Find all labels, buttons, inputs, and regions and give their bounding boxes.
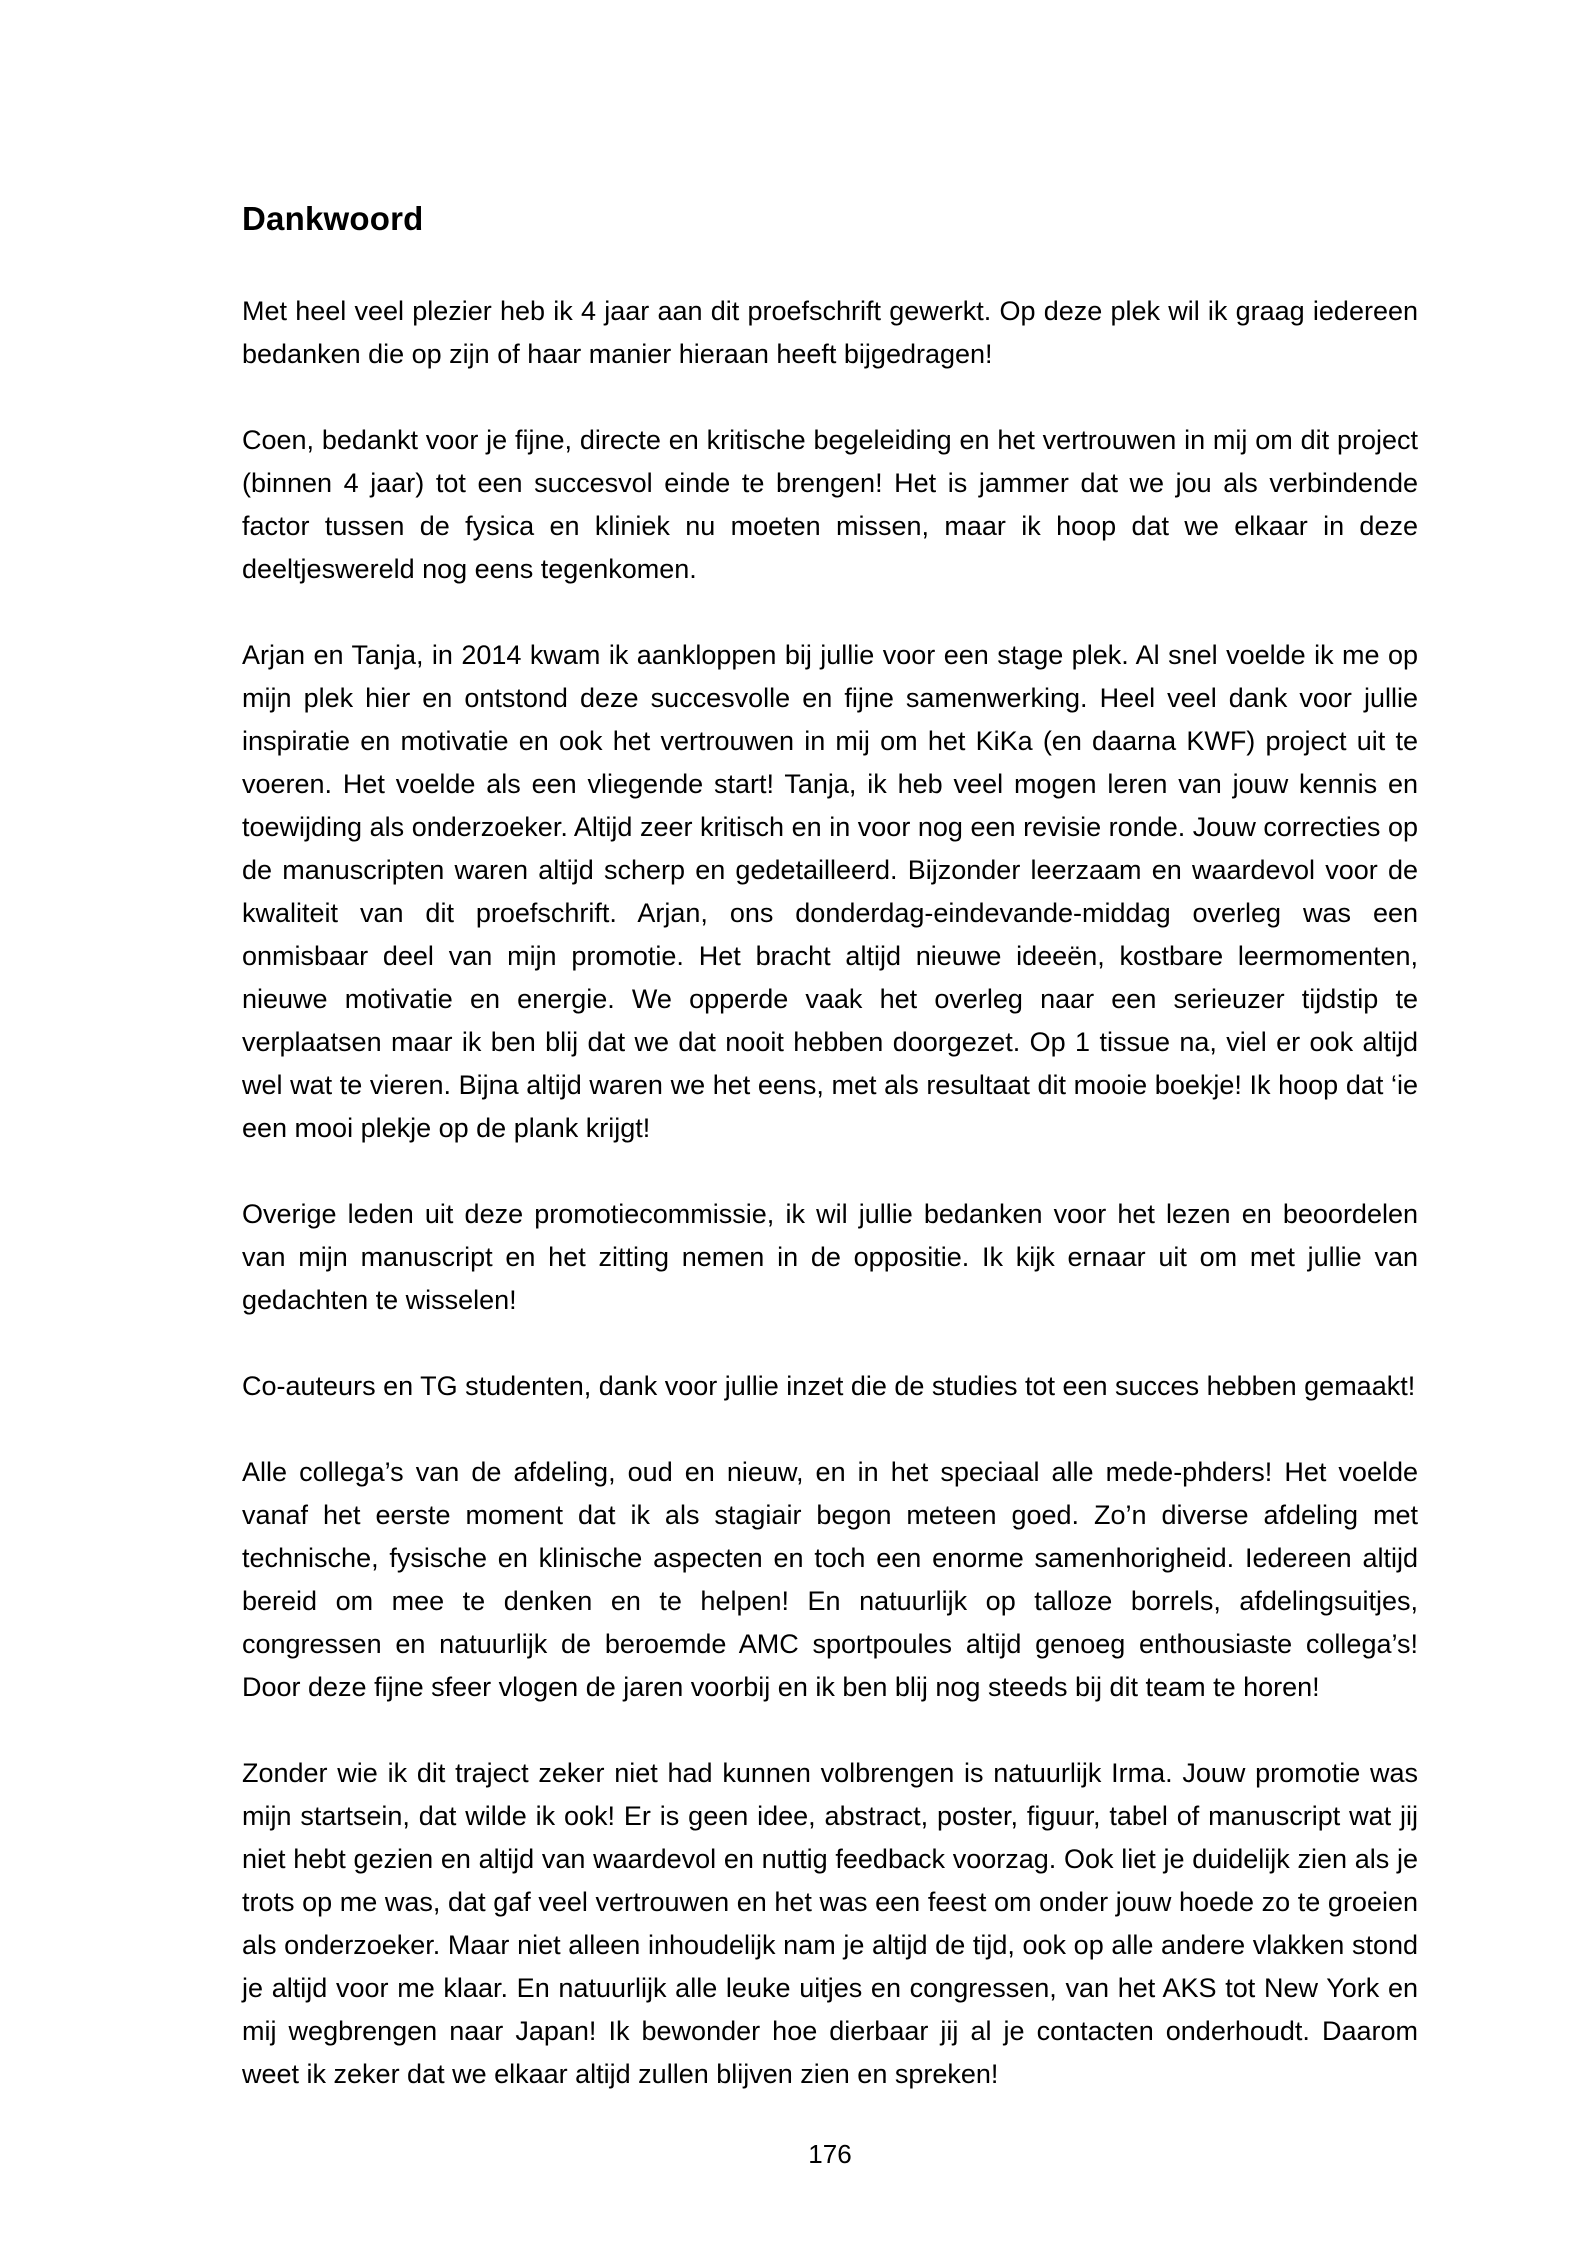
page-title: Dankwoord <box>242 200 424 237</box>
paragraph-coen: Coen, bedankt voor je fijne, directe en kritische begeleiding en het vertrouwen in mij om dit project (binnen 4 jaar) tot een succesvol einde te brengen! Het is jammer dat we jou als verbindende factor tussen de fysica en kliniek nu moeten missen, maar ik hoop dat we elkaar in deze deeltjeswereld nog eens tegenkomen. <box>242 425 1418 584</box>
document-body <box>242 290 1418 2096</box>
paragraph-irma: Zonder wie ik dit traject zeker niet had kunnen volbrengen is natuurlijk Irma. Jouw promotie was mijn startsein, dat wilde ik ook! Er is geen idee, abstract, poster, figuur, tabel of manuscript wat jij niet hebt gezien en altijd van waardevol en nuttig feedback voorzag. Ook liet je duidelijk zien als je trots op me was, dat gaf veel vertrouwen en het was een feest om onder jouw hoede zo te groeien als onderzoeker. Maar niet alleen inhoudelijk nam je altijd de tijd, ook op alle andere vlakken stond je altijd voor me klaar. En natuurlijk alle leuke uitjes en congressen, van het AKS tot New York en mij wegbrengen naar Japan! Ik bewonder hoe dierbaar jij al je contacten onderhoudt. Daarom weet ik zeker dat we elkaar altijd zullen blijven zien en spreken! <box>242 1758 1418 2089</box>
page-number: 176 <box>808 2139 852 2169</box>
paragraph-arjan-tanja: Arjan en Tanja, in 2014 kwam ik aankloppen bij jullie voor een stage plek. Al snel voelde ik me op mijn plek hier en ontstond deze succesvolle en fijne samenwerking. Heel veel dank voor jullie inspiratie en motivatie en ook het vertrouwen in mij om het KiKa (en daarna KWF) project uit te voeren. Het voelde als een vliegende start! Tanja, ik heb veel mogen leren van jouw kennis en toewijding als onderzoeker. Altijd zeer kritisch en in voor nog een revisie ronde. Jouw correcties op de manuscripten waren altijd scherp en gedetailleerd. Bijzonder leerzaam en waardevol voor de kwaliteit van dit proefschrift. Arjan, ons donderdag-eindevande-middag overleg was een onmisbaar deel van mijn promotie. Het bracht altijd nieuwe ideeën, kostbare leermomenten, nieuwe motivatie en energie. We opperde vaak het overleg naar een serieuzer tijdstip te verplaatsen maar ik ben blij dat we dat nooit hebben doorgezet. Op 1 tissue na, viel er ook altijd wel wat te vieren. Bijna altijd waren we het eens, met als resultaat dit mooie boekje! Ik hoop dat ‘ie een mooi plekje op de plank krijgt! <box>242 640 1418 1143</box>
paragraph-coauteurs: Co-auteurs en TG studenten, dank voor jullie inzet die de studies tot een succes hebben gemaakt! <box>242 1371 1416 1401</box>
paragraph-promotiecommissie: Overige leden uit deze promotiecommissie, ik wil jullie bedanken voor het lezen en beoordelen van mijn manuscript en het zitting nemen in de oppositie. Ik kijk ernaar uit om met jullie van gedachten te wisselen! <box>242 1199 1418 1315</box>
paragraph-intro: Met heel veel plezier heb ik 4 jaar aan dit proefschrift gewerkt. Op deze plek wil ik graag iedereen bedanken die op zijn of haar manier hieraan heeft bijgedragen! <box>242 296 1418 369</box>
paragraph-collegas: Alle collega’s van de afdeling, oud en nieuw, en in het speciaal alle mede-phders! Het voelde vanaf het eerste moment dat ik als stagiair begon meteen goed. Zo’n diverse afdeling met technische, fysische en klinische aspecten en toch een enorme samenhorigheid. Iedereen altijd bereid om mee te denken en te helpen! En natuurlijk op talloze borrels, afdelingsuitjes, congressen en natuurlijk de beroemde AMC sportpoules altijd genoeg enthousiaste collega’s! Door deze fijne sfeer vlogen de jaren voorbij en ik ben blij nog steeds bij dit team te horen! <box>242 1457 1418 1702</box>
